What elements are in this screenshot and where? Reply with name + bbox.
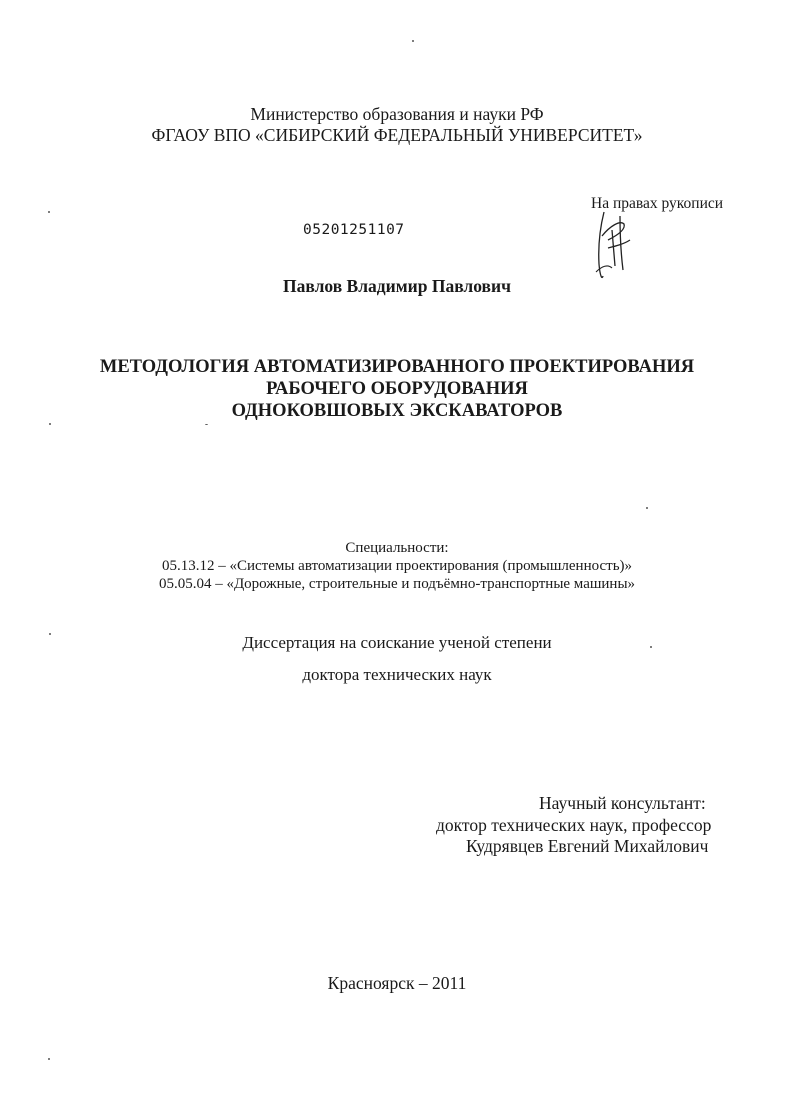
author-name: Павлов Владимир Павлович	[283, 276, 511, 296]
university-name: ФГАОУ ВПО «СИБИРСКИЙ ФЕДЕРАЛЬНЫЙ УНИВЕРСИТЕТ»	[151, 125, 643, 145]
registration-code: 05201251107	[303, 222, 405, 238]
scan-speck	[205, 424, 208, 425]
title-line: МЕТОДОЛОГИЯ АВТОМАТИЗИРОВАННОГО ПРОЕКТИРОВАНИЯ	[99, 357, 695, 377]
scan-speck	[650, 646, 652, 648]
scan-speck	[646, 507, 648, 509]
degree-line: доктора технических наук	[302, 665, 492, 684]
title-line: ОДНОКОВШОВЫХ ЭКСКАВАТОРОВ	[231, 401, 563, 421]
degree-line: Диссертация на соискание ученой степени	[242, 633, 552, 652]
city-year: Красноярск – 2011	[327, 973, 467, 993]
manuscript-rights-label: На правах рукописи	[591, 195, 724, 212]
specialty-item: 05.13.12 – «Системы автоматизации проектирования (промышленность)»	[161, 558, 633, 574]
consultant-title: доктор технических наук, профессор	[436, 815, 712, 835]
title-line: РАБОЧЕГО ОБОРУДОВАНИЯ	[266, 379, 528, 399]
scan-speck	[48, 211, 50, 213]
consultant-label: Научный консультант:	[539, 793, 706, 813]
scan-speck	[49, 423, 51, 425]
signature-mark	[590, 206, 640, 284]
ministry-name: Министерство образования и науки РФ	[250, 104, 544, 124]
scan-speck	[412, 40, 414, 42]
consultant-name: Кудрявцев Евгений Михайлович	[466, 836, 709, 856]
scan-speck	[49, 633, 51, 635]
scan-speck	[48, 1058, 50, 1060]
specialties-heading: Специальности:	[345, 540, 449, 556]
specialty-item: 05.05.04 – «Дорожные, строительные и подъёмно-транспортные машины»	[158, 576, 636, 592]
